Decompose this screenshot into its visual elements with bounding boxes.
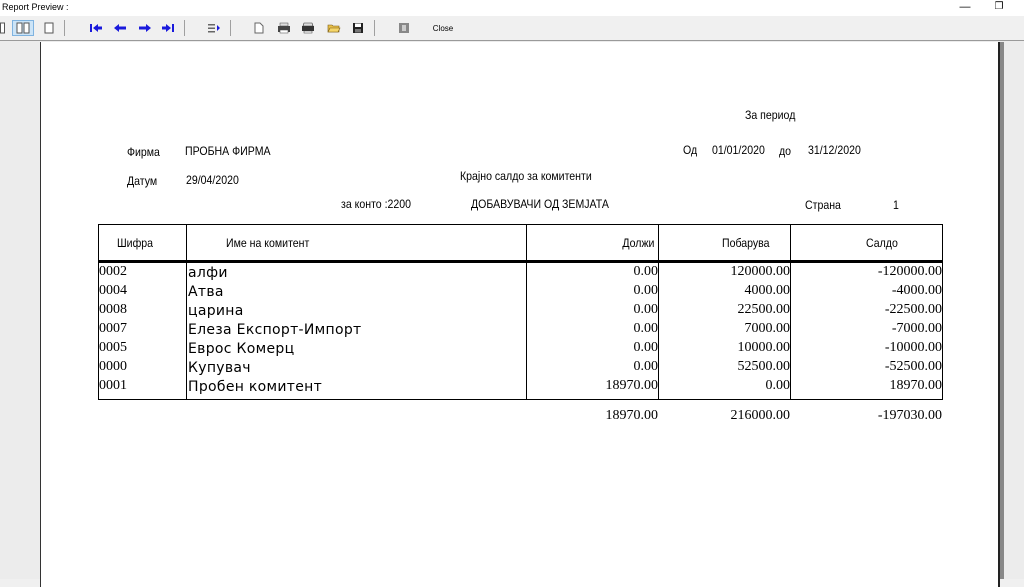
row-debit: 0.00 [633, 340, 658, 355]
page-label: Страна [805, 198, 841, 212]
row-code: 0005 [99, 340, 127, 355]
to-date: 31/12/2020 [808, 143, 861, 157]
from-date: 01/01/2020 [712, 143, 765, 157]
title-bar [0, 0, 1024, 16]
total-balance: -197030.00 [877, 408, 942, 423]
row-code: 0000 [99, 359, 127, 374]
table-bottom-border [98, 399, 943, 400]
row-code: 0001 [99, 378, 127, 393]
row-balance: -7000.00 [891, 321, 942, 336]
row-code: 0007 [99, 321, 127, 336]
toolbar-separator [230, 20, 231, 36]
column-divider [658, 224, 659, 400]
column-header-name: Име на комитент [226, 236, 310, 250]
export-icon[interactable] [396, 20, 412, 36]
company-label: Фирма [127, 145, 160, 159]
open-folder-icon[interactable] [326, 20, 342, 36]
toolbar-separator [184, 20, 185, 36]
company-value: ПРОБНА ФИРМА [185, 144, 271, 158]
page-number: 1 [893, 198, 899, 212]
toolbar-separator [64, 20, 65, 36]
save-icon[interactable] [350, 20, 366, 36]
row-debit: 0.00 [633, 302, 658, 317]
page-shadow [1000, 42, 1004, 579]
row-code: 0004 [99, 283, 127, 298]
two-page-icon[interactable] [12, 20, 34, 36]
row-credit: 7000.00 [744, 321, 790, 336]
to-label: до [779, 144, 792, 158]
row-credit: 0.00 [765, 378, 790, 393]
row-name: Атва [188, 284, 224, 300]
row-credit: 22500.00 [737, 302, 790, 317]
row-credit: 4000.00 [744, 283, 790, 298]
next-page-icon[interactable] [137, 20, 153, 36]
row-credit: 120000.00 [730, 264, 790, 279]
row-balance: -4000.00 [891, 283, 942, 298]
row-balance: -22500.00 [884, 302, 942, 317]
row-balance: -52500.00 [884, 359, 942, 374]
toolbar [0, 16, 1024, 40]
table-header [98, 224, 943, 263]
print-setup-icon[interactable] [276, 20, 292, 36]
last-page-icon[interactable] [160, 20, 176, 36]
column-header-debit: Должи [621, 236, 654, 250]
row-balance: -10000.00 [884, 340, 942, 355]
row-credit: 52500.00 [737, 359, 790, 374]
column-divider [526, 224, 527, 400]
row-balance: 18970.00 [889, 378, 942, 393]
restore-button[interactable]: ❐ [994, 1, 1004, 12]
row-debit: 18970.00 [605, 378, 658, 393]
row-name: алфи [188, 265, 228, 281]
column-divider [186, 224, 187, 400]
row-credit: 10000.00 [737, 340, 790, 355]
row-code: 0008 [99, 302, 127, 317]
account-name: ДОБАВУВАЧИ ОД ЗЕМЈАТА [471, 197, 609, 211]
column-divider [790, 224, 791, 400]
toolbar-separator [374, 20, 375, 36]
new-page-icon[interactable] [252, 20, 266, 36]
first-page-icon[interactable] [88, 20, 104, 36]
row-debit: 0.00 [633, 321, 658, 336]
report-title: Крајно салдо за комитенти [460, 169, 592, 183]
row-name: Елеза Експорт-Импорт [188, 322, 362, 338]
row-name: Еврос Комерц [188, 341, 295, 357]
close-button[interactable]: Close [432, 23, 454, 33]
row-debit: 0.00 [633, 264, 658, 279]
account-label: за конто :2200 [341, 197, 412, 211]
column-header-credit: Побарува [722, 236, 770, 250]
total-credit: 216000.00 [730, 408, 790, 423]
row-name: Купувач [188, 360, 251, 376]
goto-page-icon[interactable] [206, 20, 222, 36]
row-name: Пробен комитент [188, 379, 323, 395]
total-debit: 18970.00 [605, 408, 658, 423]
table-right-border [942, 262, 943, 400]
date-value: 29/04/2020 [186, 173, 239, 187]
column-header-balance: Салдо [866, 236, 898, 250]
row-code: 0002 [99, 264, 127, 279]
row-debit: 0.00 [633, 283, 658, 298]
row-name: царина [188, 303, 244, 319]
minimize-button[interactable]: — [959, 1, 971, 13]
previous-page-icon[interactable] [112, 20, 128, 36]
row-balance: -120000.00 [877, 264, 942, 279]
column-header-code: Шифра [117, 236, 154, 250]
date-label: Датум [127, 174, 158, 188]
row-debit: 0.00 [633, 359, 658, 374]
from-label: Од [683, 143, 698, 157]
window-title: Report Preview : [2, 2, 69, 12]
single-page-icon[interactable] [0, 20, 6, 36]
print-icon[interactable] [300, 20, 316, 36]
report-page [40, 42, 1000, 587]
period-label: За период [745, 108, 796, 122]
page-width-icon[interactable] [42, 20, 56, 36]
